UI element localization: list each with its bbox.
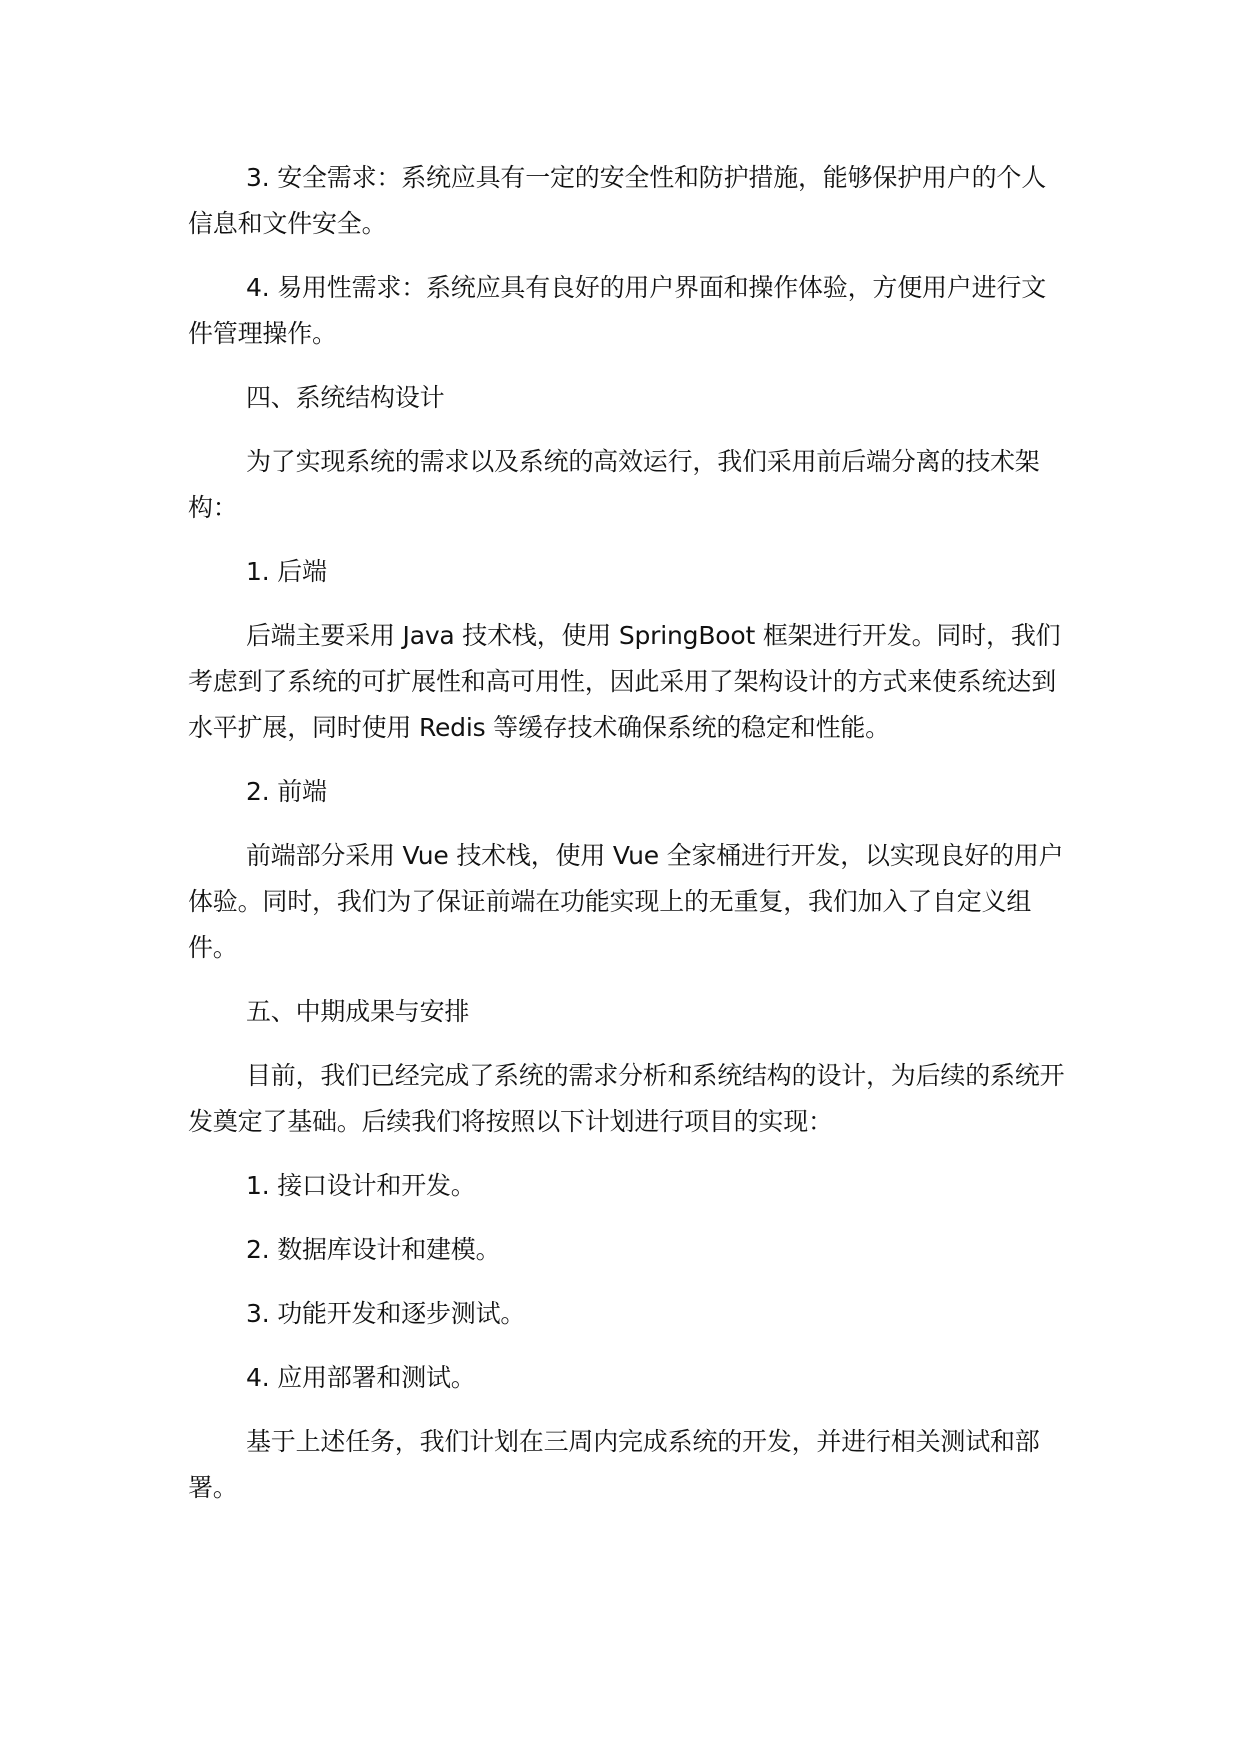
paragraph-usability-requirement: 4. 易用性需求：系统应具有良好的用户界面和操作体验，方便用户进行文件管理操作。 (188, 273, 1047, 348)
plan-item-interface: 1. 接口设计和开发。 (246, 1171, 476, 1200)
paragraph-backend: 后端主要采用 Java 技术栈，使用 SpringBoot 框架进行开发。同时，我们考虑到了系统的可扩展性和高可用性，因此采用了架构设计的方式来使系统达到水平扩展，同时使用 Redis 等缓存技术确保系统的稳定和性能。 (188, 621, 1061, 742)
paragraph-current-progress: 目前，我们已经完成了系统的需求分析和系统结构的设计，为后续的系统开发奠定了基础。后续我们将按照以下计划进行项目的实现： (188, 1061, 1065, 1136)
paragraph-architecture-intro: 为了实现系统的需求以及系统的高效运行，我们采用前后端分离的技术架构： (188, 447, 1040, 522)
subheading-frontend: 2. 前端 (246, 777, 327, 806)
section-heading-midterm-results: 五、中期成果与安排 (246, 997, 470, 1026)
document-body (188, 155, 1068, 1529)
paragraph-security-requirement: 3. 安全需求：系统应具有一定的安全性和防护措施，能够保护用户的个人信息和文件安全。 (188, 163, 1047, 238)
plan-item-database: 2. 数据库设计和建模。 (246, 1235, 501, 1264)
plan-item-deployment: 4. 应用部署和测试。 (246, 1363, 476, 1392)
plan-item-development: 3. 功能开发和逐步测试。 (246, 1299, 526, 1328)
subheading-backend: 1. 后端 (246, 557, 327, 586)
section-heading-system-structure: 四、系统结构设计 (246, 383, 445, 412)
paragraph-frontend: 前端部分采用 Vue 技术栈，使用 Vue 全家桶进行开发，以实现良好的用户体验。同时，我们为了保证前端在功能实现上的无重复，我们加入了自定义组件。 (188, 841, 1064, 962)
paragraph-schedule-summary: 基于上述任务，我们计划在三周内完成系统的开发，并进行相关测试和部署。 (188, 1427, 1040, 1502)
